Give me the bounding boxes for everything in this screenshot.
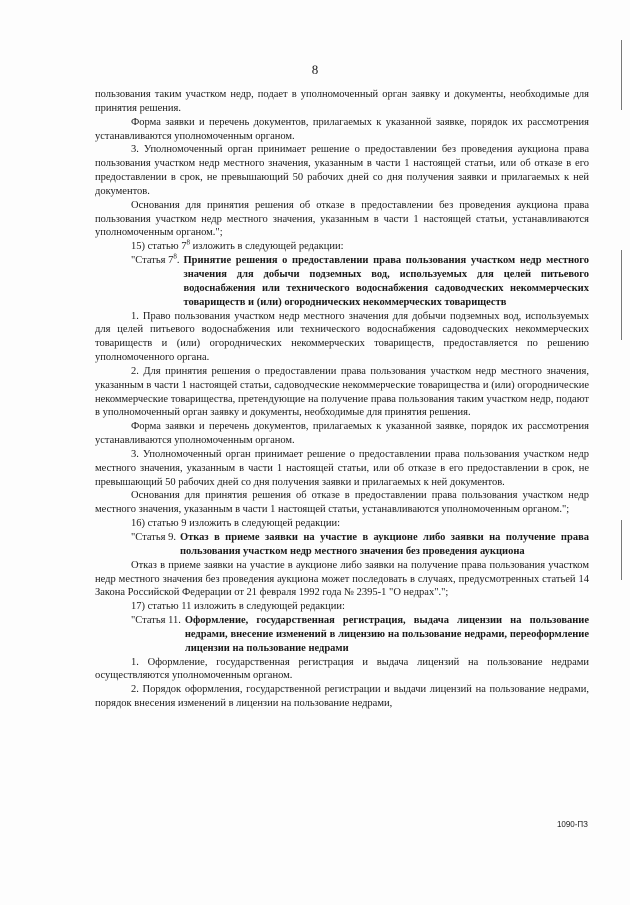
paragraph: 3. Уполномоченный орган принимает решение о предоставлении без проведения аукциона права пользования участком недр местного значения, указанным в части 1 настоящей статьи, или об отказе в его предоставлении в срок, не превышающий 50 рабочих дней со дня получения заявки и прилагаемых к ней документов. [95, 144, 589, 197]
paragraph: 2. Для принятия решения о предоставлении права пользования участком недр местного значения, указанным в части 1 настоящей статьи, садоводческие некоммерческие товарищества и (или) огороднические некоммерческие товарищества, претендующие на получение права пользования таким участком недр, подают в уполномоченный орган заявку и документы, необходимые для принятия решения. [95, 365, 589, 419]
paragraph: Основания для принятия решения об отказе в предоставлении без проведения аукциона права пользования участком недр местного значения, указанным в части 1 настоящей статьи, устанавливаются уполномоченным органом."; [95, 199, 589, 239]
article-label: "Статья 11. [131, 615, 181, 627]
paragraph: Основания для принятия решения об отказе в предоставлении права пользования участком недр местного значения, указанным в части 1 настоящей статьи, устанавливаются уполномоченным органом."; [95, 490, 589, 516]
footer-code: 1090-ПЗ [556, 820, 588, 829]
article-heading [95, 254, 589, 309]
page-number: 8 [311, 62, 319, 77]
paragraph: пользования таким участком недр, подает в уполномоченный орган заявку и документы, необходимые для принятия решения. [95, 89, 589, 114]
article-title: Принятие решения о предоставлении права пользования участком недр местного значения для добычи подземных вод, используемых для целей питьевого водоснабжения или технического водоснабжения садоводческих некоммерческих товариществ и (или) огороднических некоммерческих товариществ [183, 255, 589, 308]
paragraph: 2. Порядок оформления, государственной регистрации и выдачи лицензий на пользование недрами, порядок внесения изменений в лицензии на пользование недрами, [95, 684, 589, 710]
paragraph: Форма заявки и перечень документов, прилагаемых к указанной заявке, порядок их рассмотрения устанавливаются уполномоченным органом. [95, 116, 589, 142]
article-heading [95, 614, 589, 656]
amendment-text: 15) статью 7 [131, 241, 187, 253]
scan-edge-mark [621, 40, 622, 110]
paragraph: Отказ в приеме заявки на участие в аукционе либо заявки на получение права пользования участком недр местного значения без проведения аукциона может последовать в случаях, предусмотренных статьей 14 Закона Российской Федерации от 21 февраля 1992 года № 2395-1 "О недрах"."; [95, 559, 589, 599]
amendment-item [95, 240, 589, 254]
article-label: "Статья 9. [131, 532, 176, 543]
paragraph: 3. Уполномоченный орган принимает решение о предоставлении права пользования участком недр местного значения, указанным в части 1 настоящей статьи, или об отказе в его предоставлении в срок, не превышающий 50 рабочих дней со дня получения заявки и прилагаемых к ней документов. [95, 448, 589, 488]
article-label: "Статья $7^8$. [131, 252, 180, 267]
article-title: Оформление, государственная регистрация, выдача лицензии на пользование недрами, внесение изменений в лицензию на пользование недрами, переоформление лицензии на пользование недрами [184, 615, 589, 654]
paragraph: 1. Право пользования участком недр местного значения для добычи подземных вод, используемых для целей питьевого водоснабжения или технического водоснабжения садоводческих некоммерческих товариществ и (или) огороднических некоммерческих товариществ, предоставляется по решению уполномоченного органа. [95, 310, 589, 364]
article-heading [95, 531, 589, 559]
amendment-item: 16) статью 9 изложить в следующей редакции: [131, 518, 341, 530]
scan-edge-mark [621, 250, 622, 340]
paragraph: Форма заявки и перечень документов, прилагаемых к указанной заявке, порядок их рассмотрения устанавливаются уполномоченным органом. [95, 421, 589, 447]
amendment-item: 17) статью 11 изложить в следующей редакции: [131, 601, 345, 613]
paragraph: 1. Оформление, государственная регистрация и выдача лицензий на пользование недрами осуществляются уполномоченным органом. [95, 656, 589, 682]
superscript: 8 [186, 238, 190, 247]
scan-edge-mark [621, 520, 622, 580]
document-body [95, 88, 589, 711]
article-title: Отказ в приеме заявки на участие в аукционе либо заявки на получение права пользования участком недр местного значения без проведения аукциона [179, 532, 589, 557]
amendment-text: изложить в следующей редакции: [192, 241, 344, 253]
